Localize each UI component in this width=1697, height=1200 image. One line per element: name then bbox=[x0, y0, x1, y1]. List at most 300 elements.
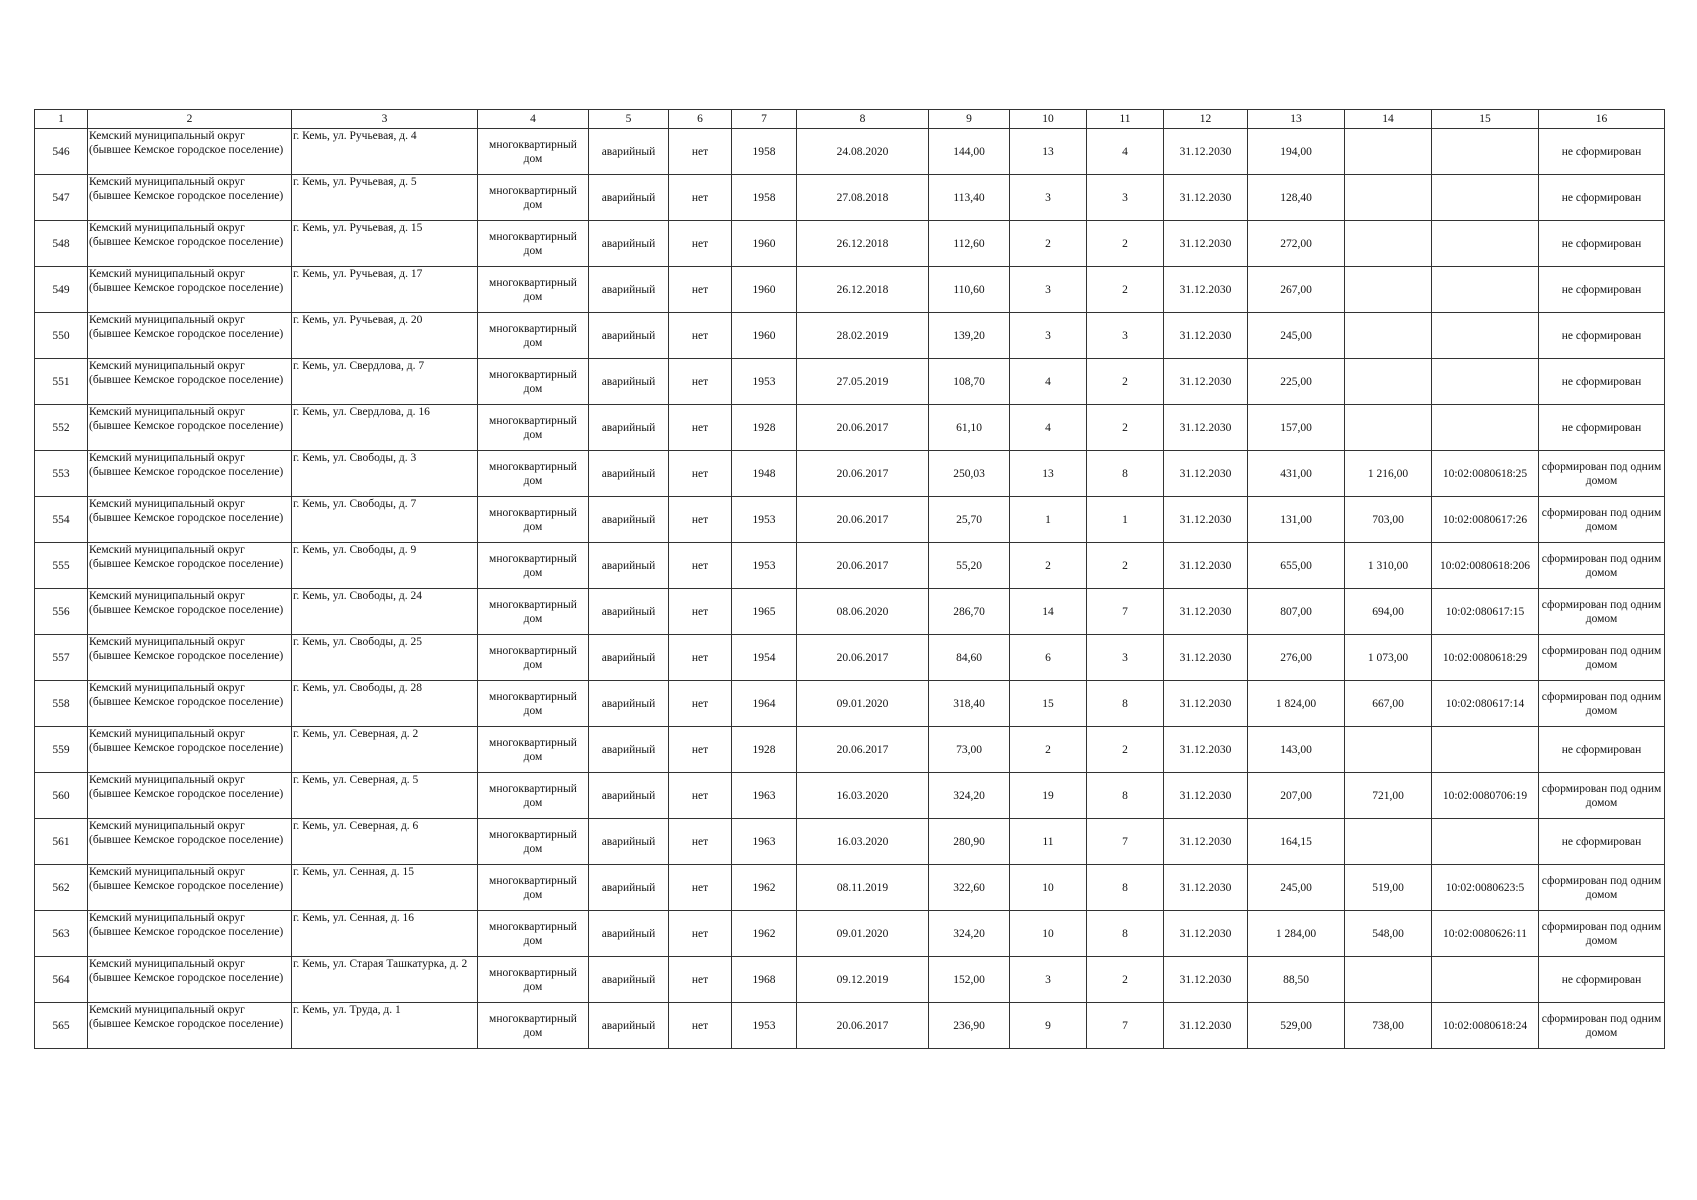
table-cell-col-5: аварийный bbox=[589, 359, 669, 405]
table-cell-col-11: 2 bbox=[1087, 221, 1164, 267]
table-cell-col-14: 721,00 bbox=[1345, 773, 1432, 819]
table-cell-col-8: 20.06.2017 bbox=[797, 727, 929, 773]
table-cell-col-10: 1 bbox=[1010, 497, 1087, 543]
table-cell-col-2: Кемский муниципальный округ (бывшее Кемское городское поселение) bbox=[88, 221, 292, 267]
table-cell-col-8: 26.12.2018 bbox=[797, 221, 929, 267]
table-cell-col-13: 207,00 bbox=[1248, 773, 1345, 819]
table-cell-col-6: нет bbox=[669, 635, 732, 681]
table-cell-col-10: 13 bbox=[1010, 129, 1087, 175]
table-cell-col-15 bbox=[1432, 405, 1539, 451]
table-cell-col-12: 31.12.2030 bbox=[1164, 681, 1248, 727]
table-cell-col-14 bbox=[1345, 359, 1432, 405]
table-cell-col-12: 31.12.2030 bbox=[1164, 635, 1248, 681]
column-number-cell: 3 bbox=[292, 110, 478, 129]
table-cell-col-15 bbox=[1432, 727, 1539, 773]
table-cell-col-6: нет bbox=[669, 727, 732, 773]
table-cell-col-14 bbox=[1345, 267, 1432, 313]
table-row bbox=[35, 727, 1665, 773]
table-cell-col-6: нет bbox=[669, 405, 732, 451]
table-cell-col-6: нет bbox=[669, 911, 732, 957]
table-cell-col-16: не сформирован bbox=[1539, 727, 1665, 773]
table-cell-col-4: многоквартирный дом bbox=[478, 405, 589, 451]
table-cell-col-6: нет bbox=[669, 175, 732, 221]
table-cell-col-8: 27.05.2019 bbox=[797, 359, 929, 405]
table-cell-col-14 bbox=[1345, 175, 1432, 221]
table-cell-col-14 bbox=[1345, 221, 1432, 267]
table-row bbox=[35, 129, 1665, 175]
table-cell-col-1: 563 bbox=[35, 911, 88, 957]
table-cell-col-4: многоквартирный дом bbox=[478, 543, 589, 589]
table-cell-col-15: 10:02:080617:15 bbox=[1432, 589, 1539, 635]
table-cell-col-5: аварийный bbox=[589, 773, 669, 819]
table-cell-col-4: многоквартирный дом bbox=[478, 957, 589, 1003]
table-cell-col-10: 10 bbox=[1010, 865, 1087, 911]
table-cell-col-9: 322,60 bbox=[929, 865, 1010, 911]
table-cell-col-7: 1928 bbox=[732, 405, 797, 451]
table-cell-col-2: Кемский муниципальный округ (бывшее Кемское городское поселение) bbox=[88, 635, 292, 681]
table-cell-col-9: 324,20 bbox=[929, 773, 1010, 819]
table-cell-col-5: аварийный bbox=[589, 911, 669, 957]
table-row bbox=[35, 405, 1665, 451]
table-cell-col-12: 31.12.2030 bbox=[1164, 727, 1248, 773]
table-cell-col-11: 2 bbox=[1087, 267, 1164, 313]
table-cell-col-7: 1964 bbox=[732, 681, 797, 727]
table-cell-col-2: Кемский муниципальный округ (бывшее Кемское городское поселение) bbox=[88, 359, 292, 405]
table-cell-col-4: многоквартирный дом bbox=[478, 313, 589, 359]
table-cell-col-9: 280,90 bbox=[929, 819, 1010, 865]
table-cell-col-8: 26.12.2018 bbox=[797, 267, 929, 313]
table-cell-col-11: 2 bbox=[1087, 957, 1164, 1003]
table-cell-col-5: аварийный bbox=[589, 681, 669, 727]
table-cell-col-3: г. Кемь, ул. Свободы, д. 24 bbox=[292, 589, 478, 635]
table-cell-col-13: 164,15 bbox=[1248, 819, 1345, 865]
table-cell-col-3: г. Кемь, ул. Свободы, д. 7 bbox=[292, 497, 478, 543]
table-cell-col-1: 557 bbox=[35, 635, 88, 681]
table-cell-col-10: 4 bbox=[1010, 359, 1087, 405]
table-cell-col-6: нет bbox=[669, 359, 732, 405]
table-cell-col-12: 31.12.2030 bbox=[1164, 405, 1248, 451]
table-cell-col-6: нет bbox=[669, 221, 732, 267]
table-cell-col-8: 09.12.2019 bbox=[797, 957, 929, 1003]
table-row bbox=[35, 911, 1665, 957]
table-cell-col-11: 4 bbox=[1087, 129, 1164, 175]
table-cell-col-10: 2 bbox=[1010, 727, 1087, 773]
table-cell-col-14: 548,00 bbox=[1345, 911, 1432, 957]
table-cell-col-6: нет bbox=[669, 865, 732, 911]
column-number-cell: 15 bbox=[1432, 110, 1539, 129]
table-cell-col-9: 139,20 bbox=[929, 313, 1010, 359]
table-cell-col-12: 31.12.2030 bbox=[1164, 589, 1248, 635]
table-cell-col-10: 3 bbox=[1010, 957, 1087, 1003]
table-cell-col-7: 1953 bbox=[732, 359, 797, 405]
table-cell-col-9: 286,70 bbox=[929, 589, 1010, 635]
table-cell-col-12: 31.12.2030 bbox=[1164, 865, 1248, 911]
table-cell-col-2: Кемский муниципальный округ (бывшее Кемское городское поселение) bbox=[88, 405, 292, 451]
housing-register-table bbox=[34, 109, 1665, 1049]
table-cell-col-6: нет bbox=[669, 681, 732, 727]
table-cell-col-1: 561 bbox=[35, 819, 88, 865]
table-cell-col-3: г. Кемь, ул. Свердлова, д. 7 bbox=[292, 359, 478, 405]
column-number-cell: 10 bbox=[1010, 110, 1087, 129]
table-cell-col-1: 564 bbox=[35, 957, 88, 1003]
table-cell-col-10: 14 bbox=[1010, 589, 1087, 635]
table-cell-col-4: многоквартирный дом bbox=[478, 773, 589, 819]
table-cell-col-6: нет bbox=[669, 773, 732, 819]
table-cell-col-4: многоквартирный дом bbox=[478, 819, 589, 865]
column-number-cell: 14 bbox=[1345, 110, 1432, 129]
table-cell-col-3: г. Кемь, ул. Ручьевая, д. 4 bbox=[292, 129, 478, 175]
table-cell-col-10: 3 bbox=[1010, 313, 1087, 359]
table-cell-col-7: 1958 bbox=[732, 175, 797, 221]
table-cell-col-13: 143,00 bbox=[1248, 727, 1345, 773]
table-cell-col-16: не сформирован bbox=[1539, 957, 1665, 1003]
table-cell-col-2: Кемский муниципальный округ (бывшее Кемское городское поселение) bbox=[88, 313, 292, 359]
table-cell-col-8: 28.02.2019 bbox=[797, 313, 929, 359]
table-cell-col-16: не сформирован bbox=[1539, 175, 1665, 221]
table-cell-col-11: 1 bbox=[1087, 497, 1164, 543]
table-cell-col-5: аварийный bbox=[589, 635, 669, 681]
table-cell-col-11: 8 bbox=[1087, 865, 1164, 911]
table-cell-col-13: 157,00 bbox=[1248, 405, 1345, 451]
table-cell-col-15 bbox=[1432, 957, 1539, 1003]
table-cell-col-11: 7 bbox=[1087, 589, 1164, 635]
table-cell-col-1: 548 bbox=[35, 221, 88, 267]
table-cell-col-14 bbox=[1345, 957, 1432, 1003]
table-cell-col-2: Кемский муниципальный округ (бывшее Кемское городское поселение) bbox=[88, 681, 292, 727]
table-cell-col-11: 2 bbox=[1087, 405, 1164, 451]
table-cell-col-3: г. Кемь, ул. Ручьевая, д. 5 bbox=[292, 175, 478, 221]
table-cell-col-6: нет bbox=[669, 819, 732, 865]
table-cell-col-3: г. Кемь, ул. Свободы, д. 25 bbox=[292, 635, 478, 681]
table-cell-col-9: 152,00 bbox=[929, 957, 1010, 1003]
table-cell-col-9: 55,20 bbox=[929, 543, 1010, 589]
table-row bbox=[35, 1003, 1665, 1049]
table-cell-col-15 bbox=[1432, 359, 1539, 405]
table-row bbox=[35, 175, 1665, 221]
table-cell-col-14: 1 216,00 bbox=[1345, 451, 1432, 497]
table-cell-col-5: аварийный bbox=[589, 957, 669, 1003]
table-cell-col-9: 112,60 bbox=[929, 221, 1010, 267]
table-cell-col-15 bbox=[1432, 313, 1539, 359]
table-cell-col-8: 09.01.2020 bbox=[797, 681, 929, 727]
table-cell-col-7: 1965 bbox=[732, 589, 797, 635]
table-cell-col-4: многоквартирный дом bbox=[478, 635, 589, 681]
table-cell-col-15: 10:02:0080618:206 bbox=[1432, 543, 1539, 589]
table-cell-col-8: 16.03.2020 bbox=[797, 773, 929, 819]
table-cell-col-9: 324,20 bbox=[929, 911, 1010, 957]
table-cell-col-9: 236,90 bbox=[929, 1003, 1010, 1049]
table-cell-col-11: 8 bbox=[1087, 451, 1164, 497]
table-cell-col-12: 31.12.2030 bbox=[1164, 221, 1248, 267]
column-number-row bbox=[35, 110, 1665, 129]
table-cell-col-10: 11 bbox=[1010, 819, 1087, 865]
table-cell-col-14 bbox=[1345, 819, 1432, 865]
table-cell-col-7: 1963 bbox=[732, 819, 797, 865]
table-cell-col-4: многоквартирный дом bbox=[478, 911, 589, 957]
table-cell-col-2: Кемский муниципальный округ (бывшее Кемское городское поселение) bbox=[88, 589, 292, 635]
table-cell-col-2: Кемский муниципальный округ (бывшее Кемское городское поселение) bbox=[88, 727, 292, 773]
table-cell-col-13: 431,00 bbox=[1248, 451, 1345, 497]
table-cell-col-8: 24.08.2020 bbox=[797, 129, 929, 175]
table-cell-col-1: 559 bbox=[35, 727, 88, 773]
table-cell-col-16: не сформирован bbox=[1539, 819, 1665, 865]
table-row bbox=[35, 865, 1665, 911]
table-row bbox=[35, 359, 1665, 405]
table-cell-col-16: сформирован под одним домом bbox=[1539, 681, 1665, 727]
table-cell-col-7: 1962 bbox=[732, 911, 797, 957]
column-number-cell: 2 bbox=[88, 110, 292, 129]
table-cell-col-6: нет bbox=[669, 267, 732, 313]
table-cell-col-1: 565 bbox=[35, 1003, 88, 1049]
table-cell-col-1: 553 bbox=[35, 451, 88, 497]
table-cell-col-2: Кемский муниципальный округ (бывшее Кемское городское поселение) bbox=[88, 175, 292, 221]
table-cell-col-14: 703,00 bbox=[1345, 497, 1432, 543]
table-cell-col-13: 128,40 bbox=[1248, 175, 1345, 221]
table-cell-col-12: 31.12.2030 bbox=[1164, 1003, 1248, 1049]
table-cell-col-2: Кемский муниципальный округ (бывшее Кемское городское поселение) bbox=[88, 543, 292, 589]
table-cell-col-6: нет bbox=[669, 313, 732, 359]
table-cell-col-9: 73,00 bbox=[929, 727, 1010, 773]
table-cell-col-13: 1 824,00 bbox=[1248, 681, 1345, 727]
table-cell-col-4: многоквартирный дом bbox=[478, 359, 589, 405]
table-cell-col-1: 555 bbox=[35, 543, 88, 589]
table-cell-col-13: 807,00 bbox=[1248, 589, 1345, 635]
table-cell-col-1: 546 bbox=[35, 129, 88, 175]
column-number-cell: 16 bbox=[1539, 110, 1665, 129]
table-cell-col-16: сформирован под одним домом bbox=[1539, 543, 1665, 589]
table-row bbox=[35, 957, 1665, 1003]
table-cell-col-10: 6 bbox=[1010, 635, 1087, 681]
table-cell-col-2: Кемский муниципальный округ (бывшее Кемское городское поселение) bbox=[88, 865, 292, 911]
table-row bbox=[35, 635, 1665, 681]
table-cell-col-8: 27.08.2018 bbox=[797, 175, 929, 221]
table-cell-col-8: 20.06.2017 bbox=[797, 543, 929, 589]
column-number-cell: 5 bbox=[589, 110, 669, 129]
table-cell-col-13: 225,00 bbox=[1248, 359, 1345, 405]
table-cell-col-9: 61,10 bbox=[929, 405, 1010, 451]
table-cell-col-12: 31.12.2030 bbox=[1164, 313, 1248, 359]
table-cell-col-14: 1 073,00 bbox=[1345, 635, 1432, 681]
table-cell-col-4: многоквартирный дом bbox=[478, 1003, 589, 1049]
table-row bbox=[35, 773, 1665, 819]
column-number-cell: 4 bbox=[478, 110, 589, 129]
table-cell-col-3: г. Кемь, ул. Свободы, д. 28 bbox=[292, 681, 478, 727]
table-cell-col-4: многоквартирный дом bbox=[478, 727, 589, 773]
table-row bbox=[35, 543, 1665, 589]
table-cell-col-6: нет bbox=[669, 589, 732, 635]
table-cell-col-12: 31.12.2030 bbox=[1164, 819, 1248, 865]
table-cell-col-16: сформирован под одним домом bbox=[1539, 773, 1665, 819]
table-cell-col-14 bbox=[1345, 727, 1432, 773]
table-cell-col-10: 15 bbox=[1010, 681, 1087, 727]
table-cell-col-16: сформирован под одним домом bbox=[1539, 1003, 1665, 1049]
table-cell-col-7: 1963 bbox=[732, 773, 797, 819]
table-cell-col-16: не сформирован bbox=[1539, 129, 1665, 175]
table-cell-col-7: 1948 bbox=[732, 451, 797, 497]
table-cell-col-4: многоквартирный дом bbox=[478, 589, 589, 635]
table-cell-col-5: аварийный bbox=[589, 129, 669, 175]
table-cell-col-1: 556 bbox=[35, 589, 88, 635]
table-cell-col-9: 108,70 bbox=[929, 359, 1010, 405]
table-cell-col-16: сформирован под одним домом bbox=[1539, 635, 1665, 681]
table-cell-col-9: 110,60 bbox=[929, 267, 1010, 313]
table-cell-col-14: 694,00 bbox=[1345, 589, 1432, 635]
table-cell-col-1: 552 bbox=[35, 405, 88, 451]
table-cell-col-7: 1960 bbox=[732, 221, 797, 267]
table-cell-col-12: 31.12.2030 bbox=[1164, 497, 1248, 543]
table-cell-col-4: многоквартирный дом bbox=[478, 865, 589, 911]
table-cell-col-13: 1 284,00 bbox=[1248, 911, 1345, 957]
table-cell-col-15: 10:02:0080618:24 bbox=[1432, 1003, 1539, 1049]
table-cell-col-8: 20.06.2017 bbox=[797, 635, 929, 681]
table-cell-col-12: 31.12.2030 bbox=[1164, 451, 1248, 497]
table-cell-col-14 bbox=[1345, 129, 1432, 175]
table-cell-col-10: 19 bbox=[1010, 773, 1087, 819]
table-cell-col-10: 3 bbox=[1010, 267, 1087, 313]
table-cell-col-15: 10:02:080617:14 bbox=[1432, 681, 1539, 727]
table-cell-col-12: 31.12.2030 bbox=[1164, 359, 1248, 405]
table-cell-col-15 bbox=[1432, 175, 1539, 221]
table-cell-col-5: аварийный bbox=[589, 497, 669, 543]
table-cell-col-10: 2 bbox=[1010, 221, 1087, 267]
table-cell-col-2: Кемский муниципальный округ (бывшее Кемское городское поселение) bbox=[88, 129, 292, 175]
table-cell-col-12: 31.12.2030 bbox=[1164, 957, 1248, 1003]
table-cell-col-11: 2 bbox=[1087, 727, 1164, 773]
table-cell-col-10: 13 bbox=[1010, 451, 1087, 497]
table-cell-col-4: многоквартирный дом bbox=[478, 221, 589, 267]
table-cell-col-8: 09.01.2020 bbox=[797, 911, 929, 957]
table-cell-col-7: 1960 bbox=[732, 267, 797, 313]
table-cell-col-5: аварийный bbox=[589, 405, 669, 451]
table-cell-col-16: не сформирован bbox=[1539, 267, 1665, 313]
table-cell-col-12: 31.12.2030 bbox=[1164, 175, 1248, 221]
table-cell-col-9: 144,00 bbox=[929, 129, 1010, 175]
table-cell-col-5: аварийный bbox=[589, 221, 669, 267]
table-row bbox=[35, 313, 1665, 359]
table-row bbox=[35, 589, 1665, 635]
table-cell-col-2: Кемский муниципальный округ (бывшее Кемское городское поселение) bbox=[88, 267, 292, 313]
table-cell-col-16: не сформирован bbox=[1539, 221, 1665, 267]
table-cell-col-8: 16.03.2020 bbox=[797, 819, 929, 865]
table-cell-col-14: 667,00 bbox=[1345, 681, 1432, 727]
table-cell-col-1: 558 bbox=[35, 681, 88, 727]
table-cell-col-5: аварийный bbox=[589, 451, 669, 497]
table-cell-col-12: 31.12.2030 bbox=[1164, 911, 1248, 957]
table-cell-col-3: г. Кемь, ул. Северная, д. 6 bbox=[292, 819, 478, 865]
table-cell-col-7: 1953 bbox=[732, 1003, 797, 1049]
column-number-cell: 6 bbox=[669, 110, 732, 129]
table-cell-col-2: Кемский муниципальный округ (бывшее Кемское городское поселение) bbox=[88, 773, 292, 819]
table-cell-col-12: 31.12.2030 bbox=[1164, 773, 1248, 819]
table-cell-col-10: 10 bbox=[1010, 911, 1087, 957]
table-cell-col-5: аварийный bbox=[589, 727, 669, 773]
table-cell-col-15: 10:02:0080706:19 bbox=[1432, 773, 1539, 819]
table-cell-col-12: 31.12.2030 bbox=[1164, 543, 1248, 589]
table-cell-col-14: 738,00 bbox=[1345, 1003, 1432, 1049]
table-cell-col-13: 245,00 bbox=[1248, 865, 1345, 911]
column-number-cell: 11 bbox=[1087, 110, 1164, 129]
table-cell-col-1: 549 bbox=[35, 267, 88, 313]
table-cell-col-6: нет bbox=[669, 957, 732, 1003]
table-cell-col-16: сформирован под одним домом bbox=[1539, 497, 1665, 543]
table-cell-col-2: Кемский муниципальный округ (бывшее Кемское городское поселение) bbox=[88, 819, 292, 865]
column-number-cell: 1 bbox=[35, 110, 88, 129]
table-cell-col-2: Кемский муниципальный округ (бывшее Кемское городское поселение) bbox=[88, 911, 292, 957]
table-cell-col-15 bbox=[1432, 221, 1539, 267]
table-cell-col-13: 88,50 bbox=[1248, 957, 1345, 1003]
table-cell-col-11: 8 bbox=[1087, 773, 1164, 819]
table-cell-col-7: 1954 bbox=[732, 635, 797, 681]
table-cell-col-12: 31.12.2030 bbox=[1164, 267, 1248, 313]
table-cell-col-7: 1968 bbox=[732, 957, 797, 1003]
table-cell-col-5: аварийный bbox=[589, 543, 669, 589]
table-cell-col-14 bbox=[1345, 313, 1432, 359]
table-cell-col-3: г. Кемь, ул. Сенная, д. 15 bbox=[292, 865, 478, 911]
table-cell-col-16: сформирован под одним домом bbox=[1539, 865, 1665, 911]
column-number-cell: 8 bbox=[797, 110, 929, 129]
table-cell-col-2: Кемский муниципальный округ (бывшее Кемское городское поселение) bbox=[88, 1003, 292, 1049]
table-cell-col-13: 194,00 bbox=[1248, 129, 1345, 175]
table-cell-col-8: 20.06.2017 bbox=[797, 451, 929, 497]
table-cell-col-11: 2 bbox=[1087, 359, 1164, 405]
column-number-cell: 9 bbox=[929, 110, 1010, 129]
table-cell-col-16: сформирован под одним домом bbox=[1539, 451, 1665, 497]
table-cell-col-3: г. Кемь, ул. Ручьевая, д. 17 bbox=[292, 267, 478, 313]
table-cell-col-3: г. Кемь, ул. Северная, д. 5 bbox=[292, 773, 478, 819]
table-cell-col-13: 276,00 bbox=[1248, 635, 1345, 681]
table-cell-col-10: 9 bbox=[1010, 1003, 1087, 1049]
table-cell-col-13: 529,00 bbox=[1248, 1003, 1345, 1049]
table-cell-col-11: 3 bbox=[1087, 313, 1164, 359]
table-cell-col-13: 267,00 bbox=[1248, 267, 1345, 313]
table-cell-col-16: сформирован под одним домом bbox=[1539, 589, 1665, 635]
table-cell-col-5: аварийный bbox=[589, 267, 669, 313]
table-cell-col-2: Кемский муниципальный округ (бывшее Кемское городское поселение) bbox=[88, 451, 292, 497]
table-cell-col-7: 1928 bbox=[732, 727, 797, 773]
table-cell-col-16: сформирован под одним домом bbox=[1539, 911, 1665, 957]
table-cell-col-4: многоквартирный дом bbox=[478, 681, 589, 727]
table-row bbox=[35, 221, 1665, 267]
table-cell-col-9: 113,40 bbox=[929, 175, 1010, 221]
table-cell-col-8: 20.06.2017 bbox=[797, 1003, 929, 1049]
table-cell-col-3: г. Кемь, ул. Сенная, д. 16 bbox=[292, 911, 478, 957]
table-cell-col-13: 245,00 bbox=[1248, 313, 1345, 359]
table-cell-col-3: г. Кемь, ул. Старая Ташкатурка, д. 2 bbox=[292, 957, 478, 1003]
table-cell-col-7: 1962 bbox=[732, 865, 797, 911]
table-cell-col-9: 250,03 bbox=[929, 451, 1010, 497]
table-cell-col-15 bbox=[1432, 267, 1539, 313]
table-cell-col-13: 131,00 bbox=[1248, 497, 1345, 543]
table-cell-col-9: 318,40 bbox=[929, 681, 1010, 727]
table-cell-col-8: 20.06.2017 bbox=[797, 405, 929, 451]
table-cell-col-6: нет bbox=[669, 451, 732, 497]
table-cell-col-8: 08.11.2019 bbox=[797, 865, 929, 911]
table-cell-col-15: 10:02:0080626:11 bbox=[1432, 911, 1539, 957]
table-cell-col-1: 560 bbox=[35, 773, 88, 819]
table-cell-col-5: аварийный bbox=[589, 819, 669, 865]
table-cell-col-9: 84,60 bbox=[929, 635, 1010, 681]
table-cell-col-4: многоквартирный дом bbox=[478, 267, 589, 313]
table-cell-col-4: многоквартирный дом bbox=[478, 129, 589, 175]
table-cell-col-3: г. Кемь, ул. Северная, д. 2 bbox=[292, 727, 478, 773]
table-cell-col-11: 3 bbox=[1087, 635, 1164, 681]
column-number-cell: 12 bbox=[1164, 110, 1248, 129]
table-cell-col-2: Кемский муниципальный округ (бывшее Кемское городское поселение) bbox=[88, 957, 292, 1003]
table-cell-col-9: 25,70 bbox=[929, 497, 1010, 543]
table-cell-col-4: многоквартирный дом bbox=[478, 175, 589, 221]
table-cell-col-1: 562 bbox=[35, 865, 88, 911]
table-cell-col-5: аварийный bbox=[589, 175, 669, 221]
